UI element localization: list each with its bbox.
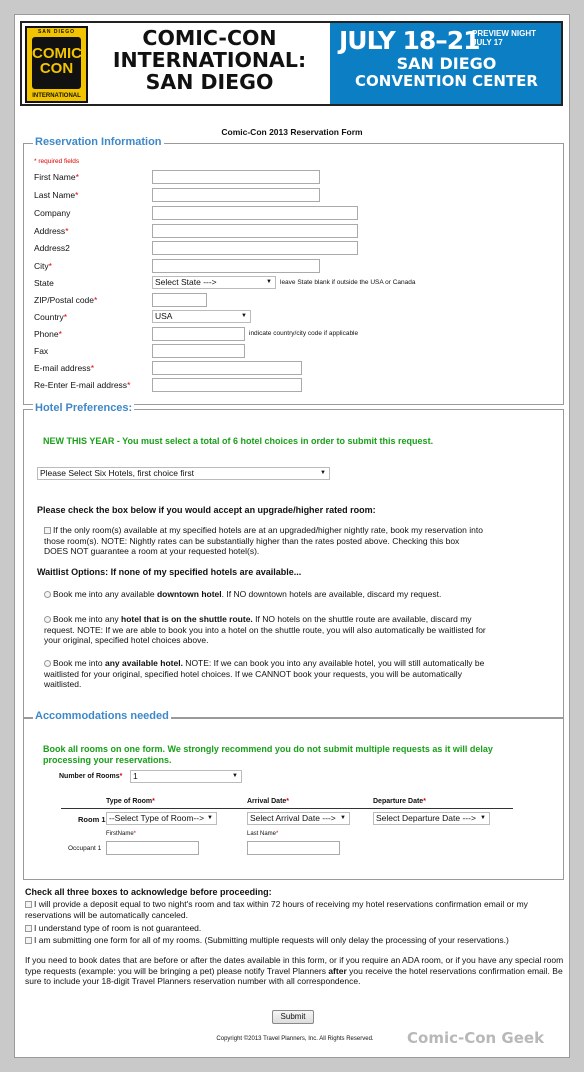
waitlist-heading: Waitlist Options: If none of my specified hotels are available... [37, 567, 302, 577]
phone-label-text: Phone [34, 329, 59, 339]
zip-label-text: ZIP/Postal code [34, 295, 95, 305]
opt2-text-a: Book me into any [53, 614, 122, 624]
watermark: Comic-Con Geek [407, 1029, 545, 1047]
form-title: Comic-Con 2013 Reservation Form [221, 127, 363, 137]
ack-deposit [25, 899, 570, 920]
company-field[interactable] [152, 206, 358, 220]
note-text-c: you receive the hotel reservations confirmation email. Be sure to include your 18-digit Travel Planners reservation number with all correspondence. [25, 965, 563, 986]
chevron-down-icon: ▼ [320, 470, 326, 476]
preview-night [472, 29, 536, 47]
required-star: * [63, 312, 68, 322]
departure-date-select[interactable] [373, 812, 490, 825]
any-hotel-radio[interactable] [44, 660, 51, 667]
logo-mark: COMIC CON [32, 37, 81, 89]
reservation-fieldset [23, 136, 564, 405]
hotel-legend: Hotel Preferences: [35, 402, 133, 414]
chevron-down-icon: ▼ [340, 815, 346, 821]
opt3-text-b: any available hotel. [104, 658, 183, 668]
state-label: State [34, 278, 54, 288]
logo-bottom-text: INTERNATIONAL [32, 93, 81, 99]
ack-one-form [25, 935, 570, 946]
chevron-down-icon: ▼ [207, 815, 213, 821]
ack-room-type [25, 923, 570, 934]
required-star: * [75, 172, 79, 182]
zip-field[interactable] [152, 293, 207, 307]
num-rooms-select[interactable] [130, 770, 242, 783]
fax-field[interactable] [152, 344, 245, 358]
num-rooms-value: 1 [133, 771, 138, 781]
required-star: * [65, 226, 69, 236]
required-star: * [119, 773, 123, 780]
page [14, 14, 570, 1058]
col-arrival-text: Arrival Date [247, 798, 287, 805]
opt2-text-c: If NO hotels on the shuttle route are available, discard my request. NOTE: If we are able to book you into a hotel on the shuttle route, you will also automatically be waitlisted for your original, specified hotel choices above. [44, 614, 486, 645]
num-rooms-label [59, 773, 122, 780]
departure-date-value: Select Departure Date ---> [376, 813, 476, 823]
chevron-down-icon: ▼ [480, 815, 486, 821]
special-requests-note [25, 955, 570, 987]
room-type-value: --Select Type of Room--> [109, 813, 205, 823]
address-label [34, 226, 69, 236]
occupant-last-name-field[interactable] [247, 841, 340, 855]
table-divider [61, 808, 513, 809]
room-type-select[interactable] [106, 812, 217, 825]
event-name-line2: INTERNATIONAL: [112, 48, 307, 72]
acknowledge-heading: Check all three boxes to acknowledge before proceeding: [25, 887, 272, 897]
phone-label [34, 329, 62, 339]
required-star: * [75, 190, 79, 200]
fax-label: Fax [34, 346, 49, 356]
ack-one-form-checkbox[interactable] [25, 937, 32, 944]
accommodations-legend: Accommodations needed [35, 710, 169, 722]
comic-con-logo [25, 26, 88, 103]
upgrade-heading: Please check the box below if you would accept an upgrade/higher rated room: [37, 505, 376, 515]
venue-line2: CONVENTION CENTER [355, 72, 538, 90]
upgrade-checkbox[interactable] [44, 527, 51, 534]
company-label: Company [34, 208, 71, 218]
city-label-text: City [34, 261, 49, 271]
email-field[interactable] [152, 361, 302, 375]
preview-line2: JULY 17 [472, 38, 503, 47]
ack-deposit-text: I will provide a deposit equal to two night's room and tax within 72 hours of receiving my hotel reservations confirmation email or my reservations will be automatically canceled. [25, 899, 528, 920]
waitlist-option-shuttle [44, 614, 492, 646]
reservation-legend: Reservation Information [35, 136, 162, 148]
required-star: * [286, 798, 290, 805]
header-banner [20, 21, 563, 106]
email-label [34, 363, 94, 373]
num-rooms-label-text: Number of Rooms [59, 773, 120, 780]
email-label-text: E-mail address [34, 363, 91, 373]
event-dates-panel [330, 23, 563, 104]
occupant-last-name-text: Last Name [247, 831, 277, 837]
room-label: Room 1 [78, 815, 106, 824]
required-note: * required fields [34, 158, 80, 165]
preview-line1: PREVIEW NIGHT [472, 29, 537, 38]
state-select-value: Select State ---> [155, 277, 217, 287]
city-field[interactable] [152, 259, 320, 273]
ack-one-form-text: I am submitting one form for all of my rooms. (Submitting multiple requests will only delay the processing of your reservations.) [34, 935, 509, 945]
col-arrival-header [247, 798, 289, 805]
address-label-text: Address [34, 226, 66, 236]
opt3-text-a: Book me into [53, 658, 105, 668]
occupant-first-name-text: FirstName [106, 831, 134, 837]
required-star: * [90, 363, 94, 373]
hotel-fieldset [23, 402, 564, 719]
arrival-date-select[interactable] [247, 812, 350, 825]
hotel-notice: NEW THIS YEAR - You must select a total of 6 hotel choices in order to submit this request. [43, 436, 434, 446]
chevron-down-icon: ▼ [241, 313, 247, 319]
downtown-radio[interactable] [44, 591, 51, 598]
ack-deposit-checkbox[interactable] [25, 901, 32, 908]
required-star: * [94, 295, 98, 305]
country-select[interactable] [152, 310, 251, 323]
submit-button[interactable]: Submit [272, 1010, 314, 1024]
waitlist-option-any [44, 658, 492, 690]
accommodations-fieldset [23, 710, 564, 880]
email-confirm-field[interactable] [152, 378, 302, 392]
copyright: Copyright ©2013 Travel Planners, Inc. All Rights Reserved. [216, 1036, 374, 1042]
ack-room-type-checkbox[interactable] [25, 925, 32, 932]
zip-label [34, 295, 97, 305]
required-star: * [152, 798, 155, 805]
shuttle-radio[interactable] [44, 616, 51, 623]
arrival-date-value: Select Arrival Date ---> [250, 813, 336, 823]
opt1-text-c: . If NO downtown hotels are available, discard my request. [221, 589, 442, 599]
email-confirm-label [34, 380, 130, 390]
col-departure-text: Departure Date [373, 798, 424, 805]
logo-top-text: SAN DIEGO [37, 29, 76, 35]
email-confirm-label-text: Re-Enter E-mail address [34, 380, 128, 390]
phone-field[interactable] [152, 327, 245, 341]
opt3-text-c: NOTE: If we can book you into any available hotel, you will still automatically be waitlisted for your original, specified hotel choices. If we CANNOT book your requests, you will be automatically waitlisted. [44, 658, 485, 689]
hotel-select[interactable] [37, 467, 330, 480]
required-star: * [423, 798, 426, 805]
col-type-text: Type of Room [106, 798, 153, 805]
address2-field[interactable] [152, 241, 358, 255]
required-star: * [276, 831, 279, 837]
required-star: * [58, 329, 62, 339]
upgrade-option [44, 525, 484, 557]
last-name-label-text: Last Name [34, 190, 76, 200]
hotel-select-value: Please Select Six Hotels, first choice first [40, 468, 195, 478]
occupant-first-name-label [106, 831, 136, 837]
country-select-value: USA [155, 311, 173, 321]
accommodations-notice: Book all rooms on one form. We strongly recommend you do not submit multiple requests as it will delay processing your reservations. [43, 744, 493, 765]
address-field[interactable] [152, 224, 358, 238]
state-hint: leave State blank if outside the USA or Canada [280, 279, 416, 286]
note-text-b: after [328, 965, 347, 976]
required-star: * [133, 831, 137, 837]
occupant-last-name-label [247, 831, 278, 837]
event-dates: JULY 18–21 [339, 26, 480, 55]
state-select[interactable] [152, 276, 276, 289]
chevron-down-icon: ▼ [232, 773, 238, 779]
required-star: * [48, 261, 52, 271]
occupant-label: Occupant 1 [68, 845, 102, 852]
waitlist-option-downtown [44, 589, 544, 600]
city-label [34, 261, 52, 271]
required-star: * [127, 380, 131, 390]
phone-hint: indicate country/city code if applicable [249, 330, 359, 337]
last-name-label [34, 190, 78, 200]
opt2-text-b: hotel that is on the shuttle route. [121, 614, 253, 624]
address2-label: Address2 [34, 243, 70, 253]
ack-room-type-text: I understand type of room is not guaranteed. [34, 923, 202, 933]
opt1-text-a: Book me into any available [53, 589, 157, 599]
first-name-field[interactable] [152, 170, 320, 184]
first-name-label [34, 172, 79, 182]
note-text-a: If you need to book dates that are before or after the dates available in this form, or if you require an ADA room, or if you have any special room type requests (example: you will be bringing a pet) please notify Travel Planners [25, 955, 564, 976]
col-type-header [106, 798, 155, 805]
country-label [34, 312, 67, 322]
occupant-first-name-field[interactable] [106, 841, 199, 855]
country-label-text: Country [34, 312, 64, 322]
opt1-text-b: downtown hotel [156, 589, 222, 599]
first-name-label-text: First Name [34, 172, 76, 182]
upgrade-text: If the only room(s) available at my specified hotels are at an upgraded/higher nightly rate, book my reservation into those room(s). NOTE: Nightly rates can be substantially higher than the rates posted above. Checking this box DOES NOT guarantee a room at your requested hotel(s). [44, 525, 483, 556]
event-name-line1: COMIC-CON [142, 26, 277, 50]
venue-line1: SAN DIEGO [396, 54, 497, 73]
chevron-down-icon: ▼ [266, 279, 272, 285]
event-name [92, 27, 327, 93]
event-name-line3: SAN DIEGO [145, 70, 274, 94]
last-name-field[interactable] [152, 188, 320, 202]
col-departure-header [373, 798, 426, 805]
